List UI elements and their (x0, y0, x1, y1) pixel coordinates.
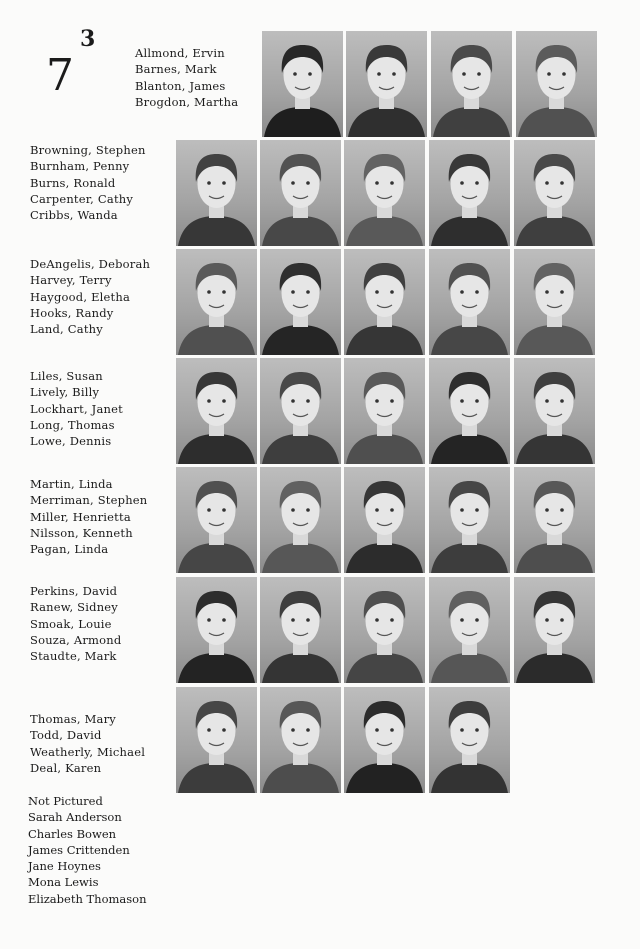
student-portrait-photo (344, 140, 425, 246)
name-list-row-2 (30, 142, 146, 223)
student-name: Souza, Armond (30, 632, 122, 647)
student-name: Miller, Henrietta (30, 509, 131, 524)
student-portrait-photo (514, 140, 595, 246)
student-portrait-photo (429, 467, 510, 573)
not-pictured-heading: Not Pictured (28, 794, 103, 808)
student-portrait-photo (429, 577, 510, 683)
student-name: Deal, Karen (30, 760, 102, 775)
student-portrait-photo (514, 467, 595, 573)
student-name: Martin, Linda (30, 477, 113, 491)
student-name: Thomas, Mary (30, 712, 116, 726)
student-name: Carpenter, Cathy (30, 191, 134, 206)
student-portrait-photo (260, 467, 341, 573)
student-name: Harvey, Terry (30, 273, 112, 288)
student-name: Lockhart, Janet (30, 401, 123, 416)
student-portrait-photo (429, 687, 510, 793)
student-name: Staudte, Mark (30, 649, 117, 664)
student-name: Burns, Ronald (30, 175, 116, 190)
student-portrait-photo (344, 687, 425, 793)
student-name: DeAngelis, Deborah (30, 257, 151, 271)
grade-number: 7 (46, 50, 74, 101)
student-name: Pagan, Linda (30, 542, 109, 557)
student-name: Hooks, Randy (30, 305, 114, 320)
section-number: 3 (80, 26, 96, 52)
student-portrait-photo (429, 140, 510, 246)
student-name: Perkins, David (30, 584, 118, 598)
student-portrait-photo (346, 31, 427, 137)
student-portrait-photo (431, 31, 512, 137)
student-portrait-photo (176, 249, 257, 355)
student-name: Jane Hoynes (28, 859, 101, 874)
student-portrait-photo (260, 358, 341, 464)
student-name: Lively, Billy (30, 385, 100, 400)
student-name: Smoak, Louie (30, 616, 112, 631)
student-name: Sarah Anderson (28, 810, 122, 825)
student-name: Liles, Susan (30, 369, 103, 383)
student-portrait-photo (260, 577, 341, 683)
student-portrait-photo (260, 140, 341, 246)
student-portrait-photo (344, 577, 425, 683)
name-list-row-1 (135, 45, 238, 110)
student-name: Ranew, Sidney (30, 600, 119, 615)
student-name: Land, Cathy (30, 322, 103, 337)
student-portrait-photo (514, 249, 595, 355)
name-list-row-5 (30, 476, 147, 557)
student-portrait-photo (344, 358, 425, 464)
student-name: Todd, David (30, 728, 102, 743)
student-name: Cribbs, Wanda (30, 208, 118, 223)
student-name: Blanton, James (135, 78, 226, 93)
student-portrait-photo (176, 467, 257, 573)
student-portrait-photo (176, 577, 257, 683)
name-list-row-3 (30, 256, 150, 337)
student-portrait-photo (514, 577, 595, 683)
student-name: Weatherly, Michael (30, 744, 146, 759)
name-list-row-6 (30, 583, 121, 664)
student-name: Long, Thomas (30, 417, 115, 432)
name-list-row-7 (30, 711, 145, 776)
student-name: Elizabeth Thomason (28, 891, 147, 906)
student-portrait-photo (344, 467, 425, 573)
student-name: Haygood, Eletha (30, 289, 131, 304)
student-name: Charles Bowen (28, 826, 117, 841)
student-name: Burnham, Penny (30, 159, 130, 174)
student-portrait-photo (176, 358, 257, 464)
student-name: Merriman, Stephen (30, 493, 148, 508)
student-name: Barnes, Mark (135, 62, 217, 77)
student-portrait-photo (514, 358, 595, 464)
student-portrait-photo (260, 249, 341, 355)
student-portrait-photo (260, 687, 341, 793)
not-pictured-list (28, 793, 147, 907)
student-name: Brogdon, Martha (135, 94, 239, 109)
student-portrait-photo (429, 358, 510, 464)
student-name: Browning, Stephen (30, 143, 146, 157)
student-portrait-photo (176, 687, 257, 793)
student-portrait-photo (262, 31, 343, 137)
student-name: James Crittenden (28, 842, 130, 857)
student-portrait-photo (516, 31, 597, 137)
student-portrait-photo (344, 249, 425, 355)
student-name: Allmond, Ervin (135, 46, 225, 60)
student-portrait-photo (429, 249, 510, 355)
student-name: Mona Lewis (28, 875, 99, 890)
name-list-row-4 (30, 368, 123, 449)
student-name: Nilsson, Kenneth (30, 525, 133, 540)
student-name: Lowe, Dennis (30, 434, 112, 449)
student-portrait-photo (176, 140, 257, 246)
